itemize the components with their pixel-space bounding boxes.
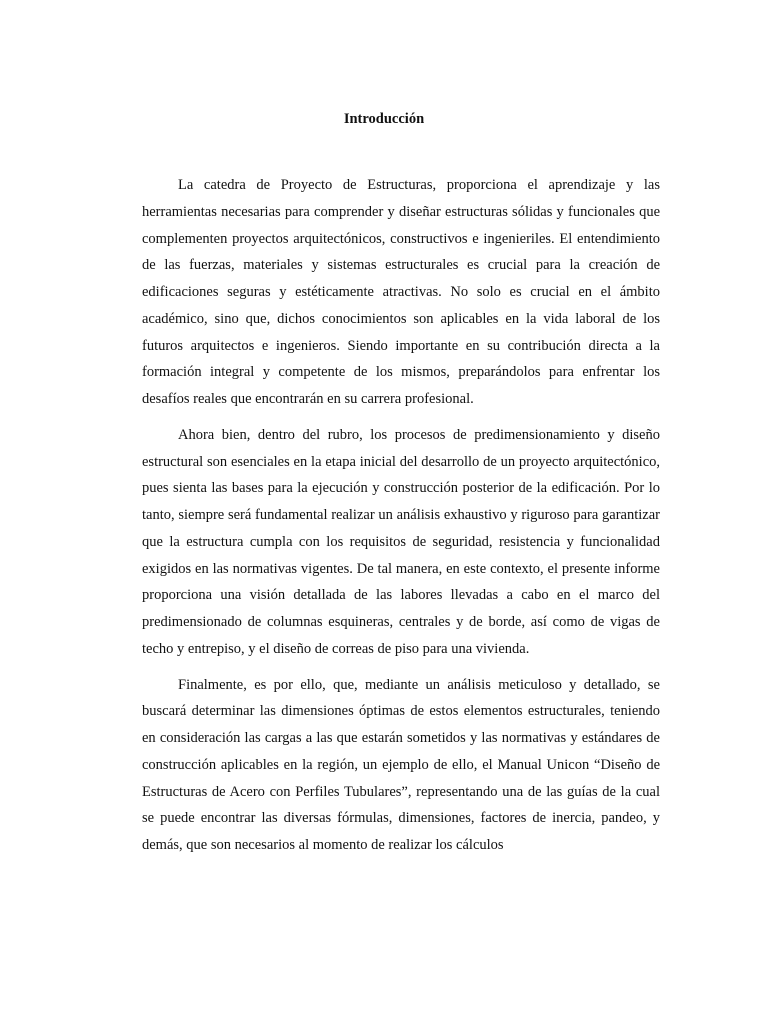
paragraph-3: Finalmente, es por ello, que, mediante un análisis meticuloso y detallado, se buscará determinar las dimensiones óptimas de estos elementos estructurales, teniendo en consideración las cargas a las que estarán sometidos y las normativas y estándares de construcción aplicables en la región, un ejemplo de ello, el Manual Unicon “Diseño de Estructuras de Acero con Perfiles Tubulares”, representando una de las guías de la cual se puede encontrar las diversas fórmulas, dimensiones, factores de inercia, pandeo, y demás, que son necesarios al momento de realizar los cálculos (142, 676, 660, 853)
paragraph-1: La catedra de Proyecto de Estructuras, proporciona el aprendizaje y las herramientas necesarias para comprender y diseñar estructuras sólidas y funcionales que complementen proyectos arquitectónicos, constructivos e ingenieriles. El entendimiento de las fuerzas, materiales y sistemas estructurales es crucial para la creación de edificaciones seguras y estéticamente atractivas. No solo es crucial en el ámbito académico, sino que, dichos conocimientos son aplicables en la vida laboral de los futuros arquitectos e ingenieros. Siendo importante en su contribución directa a la formación integral y competente de los mismos, preparándolos para enfrentar los desafíos reales que encontrarán en su carrera profesional. (142, 177, 660, 407)
paragraph-2: Ahora bien, dentro del rubro, los procesos de predimensionamiento y diseño estructural son esenciales en la etapa inicial del desarrollo de un proyecto arquitectónico, pues sienta las bases para la ejecución y construcción posterior de la edificación. Por lo tanto, siempre será fundamental realizar un análisis exhaustivo y riguroso para garantizar que la estructura cumpla con los requisitos de seguridad, resistencia y funcionalidad exigidos en las normativas vigentes. De tal manera, en este contexto, el presente informe proporciona una visión detallada de las labores llevadas a cabo en el marco del predimensionado de columnas esquineras, centrales y de borde, así como de vigas de techo y entrepiso, y el diseño de correas de piso para una vivienda. (142, 426, 660, 657)
page-title: Introducción (343, 111, 425, 127)
document-body (142, 172, 660, 868)
